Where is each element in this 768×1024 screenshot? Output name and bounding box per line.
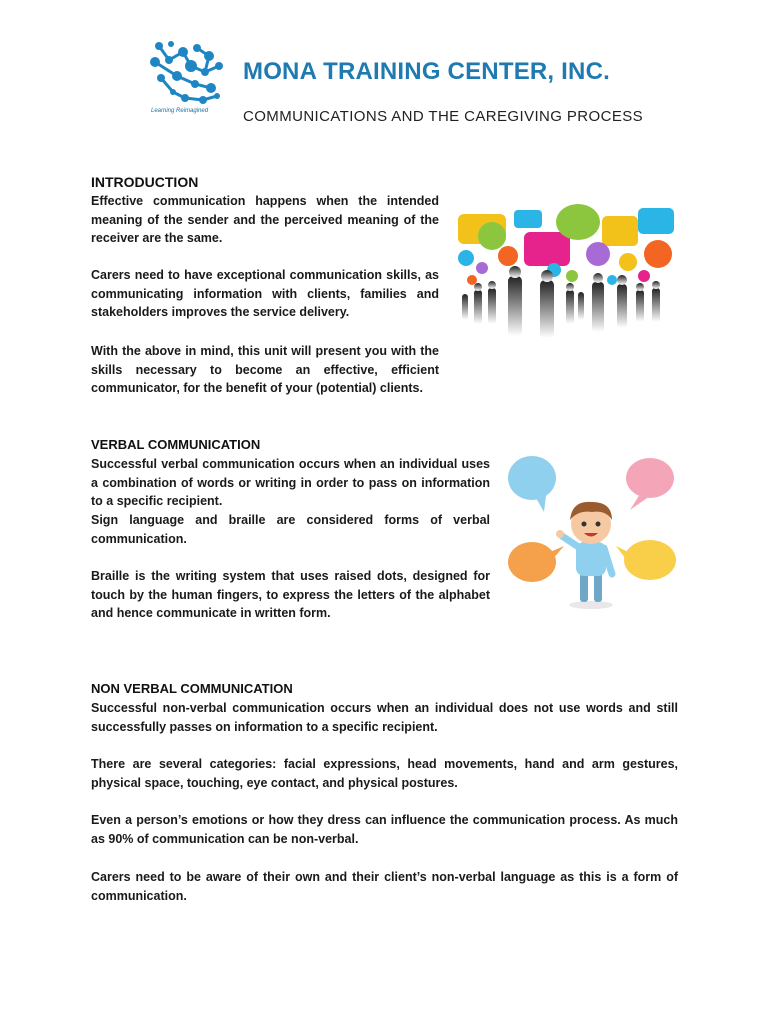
intro-paragraph-3: With the above in mind, this unit will present you with the skills necessary to become an effective, efficient communicator, for the benefit of your (potential) clients. [91,344,439,396]
nonverbal-heading: NON VERBAL COMMUNICATION [91,681,293,696]
nonverbal-paragraph-4: Carers need to be aware of their own and their client’s non-verbal language as this is a form of communication. [91,870,678,903]
introduction-heading: INTRODUCTION [91,174,199,190]
nonverbal-paragraph-3: Even a person’s emotions or how they dress can influence the communication process. As much as 90% of communication can be non-verbal. [91,813,678,846]
intro-paragraph-2: Carers need to have exceptional communication skills, as communicating information with clients, families and stakeholders improves the service delivery. [91,268,439,320]
company-logo [147,38,229,108]
verbal-paragraph-3: Braille is the writing system that uses raised dots, designed for touch by the human fingers, to express the letters of the alphabet and hence communicate in written form. [91,569,490,621]
nonverbal-paragraph-2: There are several categories: facial expressions, head movements, hand and arm gestures, physical space, touching, eye contact, and physical postures. [91,757,678,790]
verbal-paragraph-1: Successful verbal communication occurs when an individual uses a combination of words or writing in order to pass on information to a specific recipient. [91,457,490,509]
logo-tagline: Learning Reimagined [151,108,209,114]
intro-paragraph-1: Effective communication happens when the intended meaning of the sender and the perceived meaning of the receiver are the same. [91,194,439,246]
crowd-speech-bubbles-illustration [452,196,682,376]
verbal-heading: VERBAL COMMUNICATION [91,437,261,452]
document-subtitle: COMMUNICATIONS AND THE CAREGIVING PROCESS [243,108,644,125]
nonverbal-paragraph-1: Successful non-verbal communication occurs when an individual does not use words and still successfully passes on information to a specific recipient. [91,701,678,734]
verbal-paragraph-2: Sign language and braille are considered forms of verbal communication. [91,513,490,546]
company-name: MONA TRAINING CENTER, INC. [243,58,610,85]
boy-speech-bubbles-illustration [500,450,680,620]
